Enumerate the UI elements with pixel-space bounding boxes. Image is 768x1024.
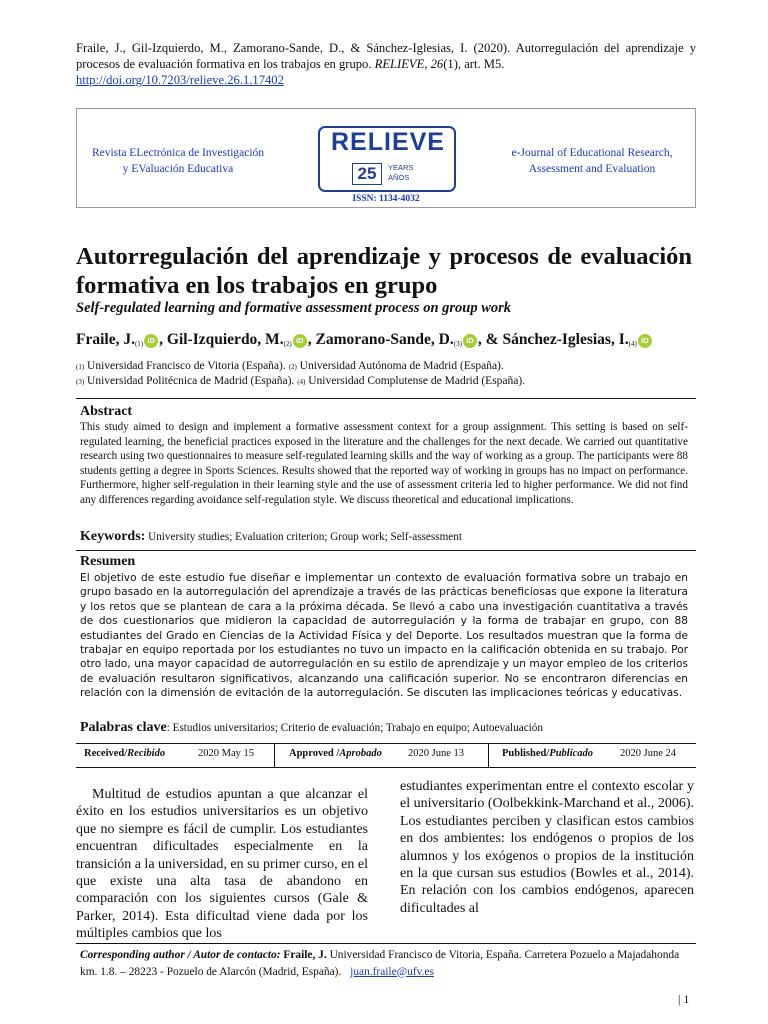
- article-title: Autorregulación del aprendizaje y procesos de evaluación formativa en los trabajos en grupo: [76, 243, 692, 299]
- citation: Fraile, J., Gil-Izquierdo, M., Zamorano-Sande, D., & Sánchez-Iglesias, I. (2020). Autorregulación del aprendizaje y procesos de evaluación formativa en los trabajos en grupo. RELIEVE, 26(1), art. M5. http://doi.org/10.7203/relieve.26.1.17402: [76, 41, 696, 87]
- author-name: Fraile, J.: [76, 331, 135, 348]
- orcid-icon[interactable]: iD: [638, 334, 652, 348]
- resumen-heading: Resumen: [80, 554, 136, 569]
- divider: [76, 767, 696, 768]
- author-name: , Gil-Izquierdo, M.: [159, 331, 284, 348]
- resumen-text: El objetivo de este estudio fue diseñar e implementar un contexto de evaluación formativa sobre un trabajo en grupo basado en la autorregulación del aprendizaje a través de las prácticas beneficiosas que expone la literatura y los retos que se plantean de cara a la próxima década. Se llevó a cabo una investigación cuantitativa a través de dos cuestionarios que midieron la capacidad de autorregulación y la forma de trabajar en grupo, con 88 estudiantes del Grado en Ciencias de la Actividad Física y del Deporte. Los resultados muestran que la forma de trabajar en equipo reportada por los estudiantes no tuvo un impacto en la calificación obtenida en su trabajo. Por otro lado, una mayor capacidad de autorregulación en su estilo de aprendizaje y un mayor empleo de los criterios de evaluación resultaron significativos, alcanzando una calificación superior. No se encontraron diferencias en relación con la dimensión de evitación de la autorregulación. Se discuten las implicaciones teóricas y educativas.: [80, 572, 688, 700]
- affiliations-line-2: (3) Universidad Politécnica de Madrid (España). (4) Universidad Complutense de Madrid (España).: [76, 375, 526, 387]
- keywords: Keywords: University studies; Evaluation criterion; Group work; Self-assessment: [80, 529, 462, 544]
- article-subtitle: Self-regulated learning and formative assessment process on group work: [76, 300, 512, 316]
- approved-label: Approved /Aprobado: [289, 748, 382, 759]
- orcid-icon[interactable]: iD: [144, 334, 158, 348]
- divider: [274, 744, 275, 767]
- author-name: , Zamorano-Sande, D.: [307, 331, 454, 348]
- citation-journal: RELIEVE, 26: [374, 57, 444, 71]
- palabras-clave: Palabras clave: Estudios universitarios; Criterio de evaluación; Trabajo en equipo; Autoevaluación: [80, 720, 543, 735]
- doi-link[interactable]: http://doi.org/10.7203/relieve.26.1.17402: [76, 73, 284, 87]
- body-column-left: Multitud de estudios apuntan a que alcanzar el éxito en los estudios universitarios es un objetivo que no siempre es fácil de cumplir. Los estudiantes encuentran dificultades especialmente en la transición a la universidad, en su primer curso, en el que existe una alta tasa de abandono en comparación con los siguientes cursos (Gale & Parker, 2014). Esta dificultad viene dada por los múltiples cambios que los: [76, 787, 368, 942]
- logo-anniversary-number: 25: [352, 163, 382, 185]
- divider: [488, 744, 489, 767]
- divider: [76, 943, 696, 944]
- received-date: 2020 May 15: [198, 748, 254, 759]
- dates-bar: [76, 744, 696, 767]
- received-label: Received/Recibido: [84, 748, 166, 759]
- logo-wordmark: RELIEVE: [331, 128, 445, 156]
- corresponding-author: Corresponding author / Autor de contacto: Fraile, J. Universidad Francisco de Vitoria, España. Carretera Pozuelo a Majadahonda km. 1.8. – 28223 - Pozuelo de Alarcón (Madrid, España). juan.fraile@ufv.es: [80, 949, 680, 978]
- approved-date: 2020 June 13: [408, 748, 464, 759]
- author-name: , & Sánchez-Iglesias, I.: [477, 331, 629, 348]
- abstract-heading: Abstract: [80, 404, 133, 419]
- logo-years-label: YEARS AÑOS: [388, 163, 414, 182]
- email-link[interactable]: juan.fraile@ufv.es: [350, 965, 434, 978]
- orcid-icon[interactable]: iD: [293, 334, 307, 348]
- journal-name-es: Revista ELectrónica de Investigación y EValuación Educativa: [91, 147, 265, 175]
- abstract-text: This study aimed to design and implement a formative assessment context for a group assignment. This setting is based on self-regulated learning, the beneficial practices exposed in the literature and the challenges for the next decade. We carried out quantitative research using two questionnaires to measure self-regulated learning skills and the way of working as a group. The participants were 88 students getting a degree in Sports Sciences. Results showed that the reported way of working in groups has no impact on performance. Furthermore, higher self-regulation in their learning style and the use of assessment criteria led to higher performance. We did not find any differences regarding avoidance self-regulation style. We discuss theoretical and educational implications.: [80, 421, 688, 506]
- divider: [76, 550, 696, 551]
- author-list: Fraile, $J._{(1)}$ iD , Gil-Izquierdo, $M._{(2)}$ iD , Zamorano-Sande, $D._{(3)}$ iD , & Sánchez-Iglesias, $I._{(4)}$ iD: [76, 331, 653, 349]
- journal-name-en: e-Journal of Educational Research, Assessment and Evaluation: [511, 147, 673, 175]
- published-label: Published/Publicado: [502, 748, 594, 759]
- issn: ISSN: 1134-4032: [352, 194, 420, 204]
- affiliations-line-1: (1) Universidad Francisco de Vitoria (España). (2) Universidad Autónoma de Madrid (España).: [76, 360, 504, 372]
- divider: [76, 398, 696, 399]
- body-column-right: estudiantes experimentan entre el contexto escolar y el universitario (Oolbekkink-Marchand et al., 2006). Los estudiantes perciben y clasifican estos cambios en dos ambientes: los endógenos o propios de los alumnos y los exógenos o propios de la institución en la que cursan sus estudios (Bowles et al., 2014). En relación con los cambios endógenos, aparecen dificultades al: [400, 779, 694, 916]
- orcid-icon[interactable]: iD: [463, 334, 477, 348]
- published-date: 2020 June 24: [620, 748, 676, 759]
- page-number: | 1: [678, 992, 690, 1006]
